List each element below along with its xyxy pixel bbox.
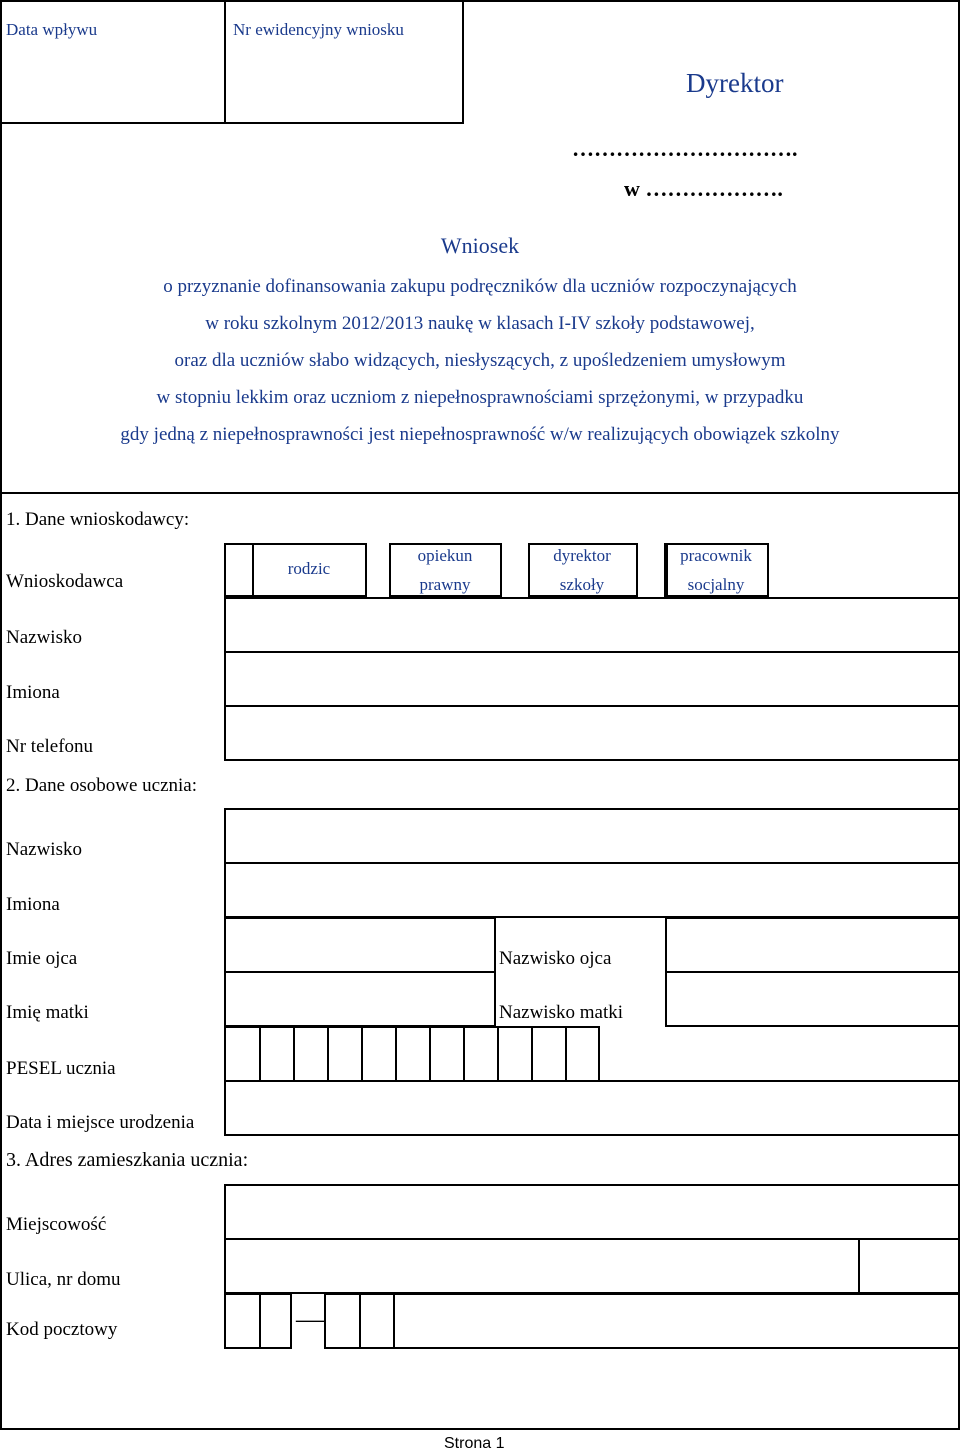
father-surname-field[interactable] xyxy=(665,917,960,973)
student-names-label: Imiona xyxy=(6,894,60,915)
pesel-cells[interactable] xyxy=(224,1026,600,1082)
option-opiekun-box[interactable] xyxy=(365,543,391,597)
section2-heading: 2. Dane osobowe ucznia: xyxy=(6,775,197,796)
city-field[interactable] xyxy=(224,1184,960,1240)
title-line-4: w stopniu lekkim oraz uczniom z niepełnosprawnościami sprzężonymi, w przypadku xyxy=(156,387,804,408)
addressee-title: Dyrektor xyxy=(686,68,784,98)
birth-label: Data i miejsce urodzenia xyxy=(6,1112,195,1133)
date-received-box[interactable] xyxy=(0,0,226,124)
option-pracownik-line2: socjalny xyxy=(687,575,745,594)
title-line-3: oraz dla uczniów słabo widzących, niesłyszących, z upośledzeniem umysłowym xyxy=(174,350,786,371)
option-rodzic-checkbox[interactable] xyxy=(224,543,254,597)
street-label: Ulica, nr domu xyxy=(6,1269,121,1290)
section3-heading: 3. Adres zamieszkania ucznia: xyxy=(6,1149,249,1171)
applicant-phone-field[interactable] xyxy=(224,705,960,761)
option-dyrektor-line2: szkoły xyxy=(559,575,605,594)
mother-surname-label: Nazwisko matki xyxy=(499,1002,624,1023)
mother-surname-field[interactable] xyxy=(665,971,960,1027)
applicant-phone-label: Nr telefonu xyxy=(6,736,94,757)
postal-code-label: Kod pocztowy xyxy=(6,1319,118,1340)
mother-name-label: Imię matki xyxy=(6,1002,89,1023)
student-surname-field[interactable] xyxy=(224,808,960,864)
option-opiekun-line1: opiekun xyxy=(417,546,473,565)
postal-code-cells-1[interactable] xyxy=(224,1293,292,1349)
registration-number-box[interactable] xyxy=(224,0,464,124)
mother-name-field[interactable] xyxy=(224,971,496,1027)
application-title: Wniosek xyxy=(440,233,520,258)
left-frame-line xyxy=(0,494,2,1430)
title-line-2: w roku szkolnym 2012/2013 naukę w klasach I-IV szkoły podstawowej, xyxy=(205,313,755,334)
student-surname-label: Nazwisko xyxy=(6,839,82,860)
applicant-names-label: Imiona xyxy=(6,682,60,703)
father-surname-label: Nazwisko ojca xyxy=(499,948,612,969)
student-names-field[interactable] xyxy=(224,862,960,918)
father-name-label: Imie ojca xyxy=(6,948,78,969)
addressee-location: w ………………. xyxy=(624,176,783,201)
option-pracownik-line1: pracownik xyxy=(680,546,752,565)
date-received-label: Data wpływu xyxy=(6,20,98,39)
pesel-label: PESEL ucznia xyxy=(6,1058,116,1079)
option-pracownik-box[interactable] xyxy=(636,543,666,597)
option-dyrektor-line1: dyrektor xyxy=(553,546,611,565)
option-rodzic: rodzic xyxy=(287,559,331,578)
page-number: Strona 1 xyxy=(444,1435,505,1452)
title-line-5: gdy jedną z niepełnosprawności jest niepełnosprawność w/w realizujących obowiązek szkolny xyxy=(120,424,840,445)
applicant-label: Wnioskodawca xyxy=(6,571,124,592)
street-field[interactable] xyxy=(224,1238,860,1294)
house-number-field[interactable] xyxy=(858,1238,960,1294)
father-name-field[interactable] xyxy=(224,917,496,973)
option-opiekun-line2: prawny xyxy=(419,575,471,594)
registration-number-label: Nr ewidencyjny wniosku xyxy=(233,20,404,39)
postal-code-extend xyxy=(426,1293,960,1349)
postal-code-dash: — xyxy=(296,1304,324,1335)
addressee-dots: …………………………. xyxy=(572,136,798,161)
city-label: Miejscowość xyxy=(6,1214,107,1235)
title-line-1: o przyznanie dofinansowania zakupu podręczników dla uczniów rozpoczynających xyxy=(163,276,797,297)
applicant-surname-label: Nazwisko xyxy=(6,627,82,648)
applicant-names-field[interactable] xyxy=(224,651,960,707)
section1-heading: 1. Dane wnioskodawcy: xyxy=(6,509,190,530)
birth-field[interactable] xyxy=(224,1080,960,1136)
applicant-surname-field[interactable] xyxy=(224,597,960,653)
option-dyrektor-box[interactable] xyxy=(500,543,530,597)
bottom-frame-line xyxy=(0,1428,960,1430)
